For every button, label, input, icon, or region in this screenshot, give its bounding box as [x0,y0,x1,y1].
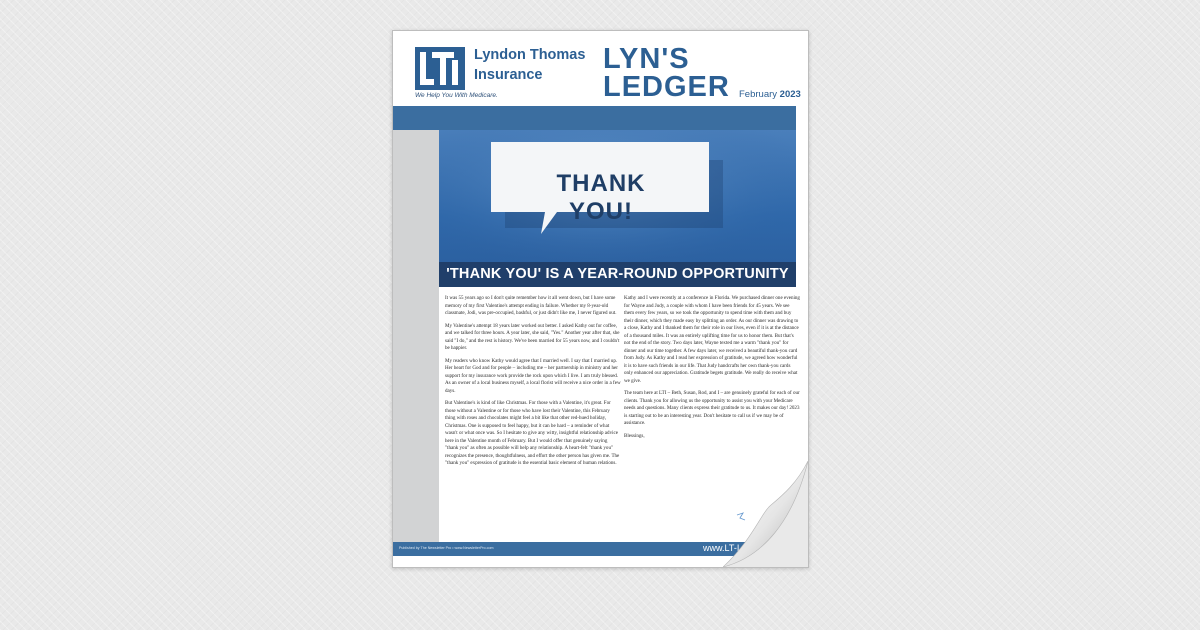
article-paragraph: My readers who know Kathy would agree that I married well. I say that I married up. Her heart for God and for people – including me – her partnership in ministry and her support for my insurance work provide the rock upon which I live. I am truly blessed. As an owner of a local business myself, a local florist will receive a nice order in a few days. [445,357,621,394]
website-url: www.LT-I [703,543,740,553]
newsletter-title [603,45,730,101]
article-signoff: Blessings, [624,432,645,439]
issue-month: February [739,89,778,100]
article-paragraph: My Valentine's attempt 18 years later worked out better. I asked Kathy out for coffee, and we talked for three hours. A year later, she said, "Yes." Another year after that, she said "I do," and the rest is history. We've been married for 55 years now, and I couldn't be happier. [445,322,620,351]
company-name [474,45,594,85]
page-curl-icon[interactable] [723,461,808,567]
company-name-line1: Lyndon Thomas [474,47,586,63]
headline-bar [439,262,796,287]
lti-logo-icon [415,47,465,90]
newsletter-title-line1: LYN'S [603,43,690,75]
article-column-left [445,295,621,473]
left-margin-strip [393,130,439,542]
issue-date [739,89,801,100]
newsletter-page [392,30,809,568]
article-column-right [624,295,800,445]
article-headline: 'THANK YOU' IS A YEAR-ROUND OPPORTUNITY [446,266,789,282]
company-name-line2: Insurance [474,67,543,83]
header-band [393,106,796,130]
hero-bubble-text: THANK YOU! [556,170,646,225]
newsletter-title-line2: LEDGER [603,71,730,103]
article-paragraph: Kathy and I were recently at a conference in Florida. We purchased dinner one evening for Wayne and Judy, a couple with whom I have been friends for 45 years. We see them every few years, so we took the opportunity to spend time with them and buy their dinner, which they made easy by splitting an order. As our dinner was drawing to a close, Kathy and I thanked them for their role in our lives, even if it is at the distance of a thousand miles. It was an entirely uplifting time for us to honor them. But that's not the end of the story. Two days later, Wayne texted me a warm "thank you" for dinner and our time together. A few days later, we received a beautiful thank-you card from Judy. As Kathy and I read her expression of gratitude, we agreed how wonderful it is to have such friends in our life. That Judy handcrafts her own thank-you cards only enhanced our appreciation. Gratitude begets gratitude. We really do receive what we give. [624,295,800,384]
article-paragraph: But Valentine's is kind of like Christmas. For those with a Valentine, it's great. For those without a Valentine or for those who have lost their Valentine, this February thing with roses and chocolates might feel a bit like that other red-hued holiday, Christmas. One is supposed to feel happy, but it can be hard – a reminder of what wasn't or what once was. So I hesitate to give any witty, insightful relationship advice here in the Valentine month of February. But I would offer that genuinely saying "thank you" as often as possible will help any relationship. A heart-felt "thank you" recognizes the presence, thoughtfulness, and effort the other person has given me. The "thank you" expression of gratitude is the essential basic element of human relations. [445,400,620,466]
issue-year: 2023 [779,89,801,100]
publisher-credit: Published by The Newsletter Pro • www.NewsletterPro.com [399,546,494,550]
article-paragraph: The team here at LTI – Beth, Susan, Rod, and I – are genuinely grateful for each of our clients. Thank you for allowing us the opportunity to assist you with your Medicare needs and questions. Many clients express their gratitude to us. It makes our day! 2023 is starting out to be an interesting year. Don't hesitate to call us if we may be of assistance. [624,390,800,426]
article-paragraph: It was 55 years ago so I don't quite remember how it all went down, but I have some memory of my first Valentine's attempt ending in failure. Whether my 8-year-old classmate, Jodi, was pre-occupied, bashful, or just didn't like me, I never figured out. [445,295,617,316]
tagline: We Help You With Medicare. [415,92,498,99]
